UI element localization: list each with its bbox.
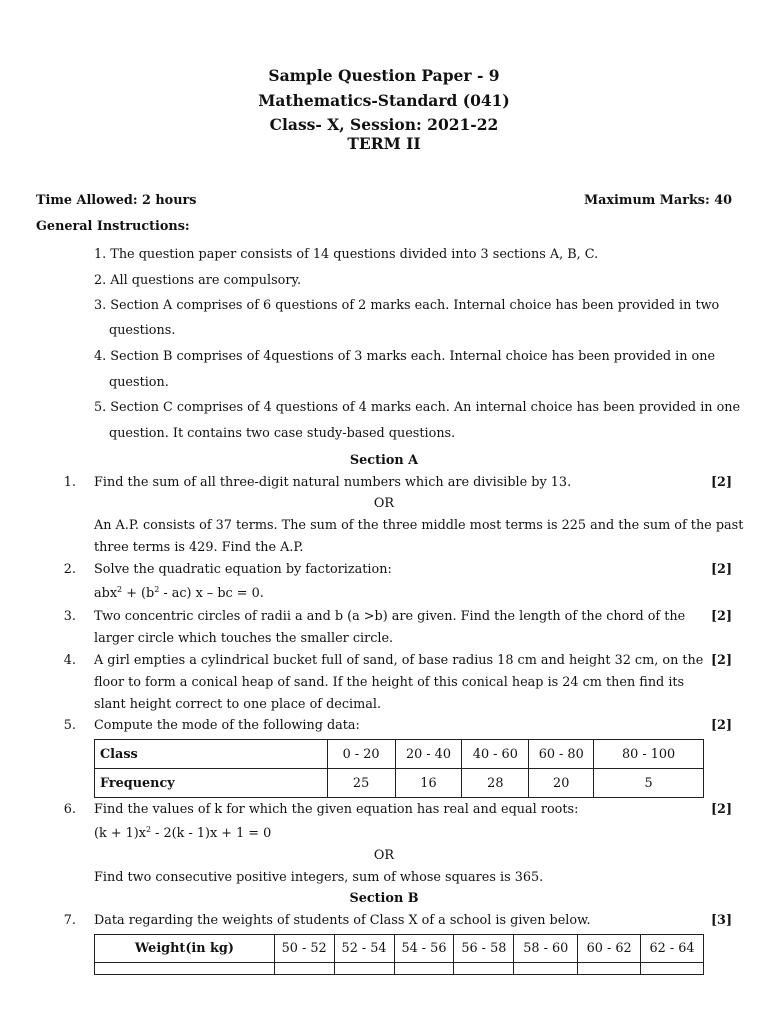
question-marks: [2] [710,653,732,668]
table-cell: 25 [327,769,395,798]
question-text: Compute the mode of the following data: [94,718,360,733]
instruction-item: 5. Section C comprises of 4 questions of 4 marks each. An internal choice has been provided in one [94,400,741,415]
table-cell: 28 [462,769,529,798]
table-row [95,963,704,975]
mode-data-table [94,739,704,798]
table-cell [394,963,454,975]
table-cell: 0 - 20 [327,740,395,769]
table-cell: 60 - 62 [578,935,641,963]
paper-class-session: Class- X, Session: 2021-22 [269,115,499,134]
table-cell: 16 [395,769,462,798]
question-text: Data regarding the weights of students of Class X of a school is given below. [94,913,591,928]
table-cell: 50 - 52 [274,935,334,963]
table-cell: 40 - 60 [462,740,529,769]
question-text: Solve the quadratic equation by factorization: [94,562,392,577]
question-alt-text: Find two consecutive positive integers, sum of whose squares is 365. [94,870,544,885]
instruction-item: 3. Section A comprises of 6 questions of 2 marks each. Internal choice has been provided in two [94,298,720,313]
instruction-item-continued: question. It contains two case study-based questions. [109,426,456,441]
question-marks: [2] [710,475,732,490]
paper-title: Sample Question Paper - 9 [268,66,500,85]
question-alt-text: An A.P. consists of 37 terms. The sum of the three middle most terms is 225 and the sum of the past [94,518,744,533]
time-allowed: Time Allowed: 2 hours [36,193,197,208]
question-text: Two concentric circles of radii a and b (a >b) are given. Find the length of the chord of the [94,609,686,624]
table-cell [641,963,704,975]
general-instructions-heading: General Instructions: [36,219,190,234]
equation: $(k + 1)x^2 - 2(k - 1)x + 1 = 0$ [94,825,272,841]
question-marks: [2] [710,718,732,733]
table-cell [454,963,514,975]
table-cell: 5 [594,769,704,798]
instruction-item-continued: questions. [109,323,176,338]
question-text: larger circle which touches the smaller circle. [94,631,394,646]
weights-data-table [94,934,704,975]
question-number: 5. [63,718,76,733]
table-row [95,769,704,798]
section-b-heading: Section B [349,891,419,906]
question-marks: [3] [710,913,732,928]
table-cell [274,963,334,975]
question-text: floor to form a conical heap of sand. If the height of this conical heap is 24 cm then find its [94,675,685,690]
question-number: 2. [63,562,76,577]
question-marks: [2] [710,802,732,817]
question-number: 6. [63,802,76,817]
question-number: 3. [63,609,76,624]
table-cell: 80 - 100 [594,740,704,769]
question-alt-text: three terms is 429. Find the A.P. [94,540,304,555]
table-cell: 54 - 56 [394,935,454,963]
table-row-label: Frequency [95,769,328,798]
question-number: 1. [63,475,76,490]
instruction-item: 2. All questions are compulsory. [94,273,302,288]
table-cell: 62 - 64 [641,935,704,963]
maximum-marks: Maximum Marks: 40 [583,193,732,208]
question-number: 7. [63,913,76,928]
table-cell: 20 - 40 [395,740,462,769]
table-cell: 60 - 80 [529,740,594,769]
table-cell: 52 - 54 [334,935,394,963]
paper-subject: Mathematics-Standard (041) [258,91,510,110]
or-separator: OR [373,848,395,863]
question-text: Find the values of k for which the given equation has real and equal roots: [94,802,579,817]
table-row-label: Weight(in kg) [95,935,275,963]
question-text: slant height correct to one place of decimal. [94,697,382,712]
equation: $abx^2 + (b^2 - ac)$ x – bc = 0. [94,585,264,601]
table-cell [514,963,578,975]
question-text: A girl empties a cylindrical bucket full of sand, of base radius 18 cm and height 32 cm, on the [94,653,704,668]
paper-term: TERM II [347,134,421,153]
instruction-item: 1. The question paper consists of 14 questions divided into 3 sections A, B, C. [94,247,599,262]
table-row [95,740,704,769]
table-cell [578,963,641,975]
table-row-label: Class [95,740,328,769]
table-cell [334,963,394,975]
question-text: Find the sum of all three-digit natural numbers which are divisible by 13. [94,475,572,490]
or-separator: OR [373,496,395,511]
question-marks: [2] [710,609,732,624]
table-cell: 58 - 60 [514,935,578,963]
question-marks: [2] [710,562,732,577]
table-cell: 56 - 58 [454,935,514,963]
table-cell: 20 [529,769,594,798]
table-row [95,935,704,963]
instruction-item-continued: question. [109,375,169,390]
table-cell [95,963,275,975]
section-a-heading: Section A [349,453,419,468]
question-number: 4. [63,653,76,668]
instruction-item: 4. Section B comprises of 4questions of 3 marks each. Internal choice has been provided in one [94,349,716,364]
